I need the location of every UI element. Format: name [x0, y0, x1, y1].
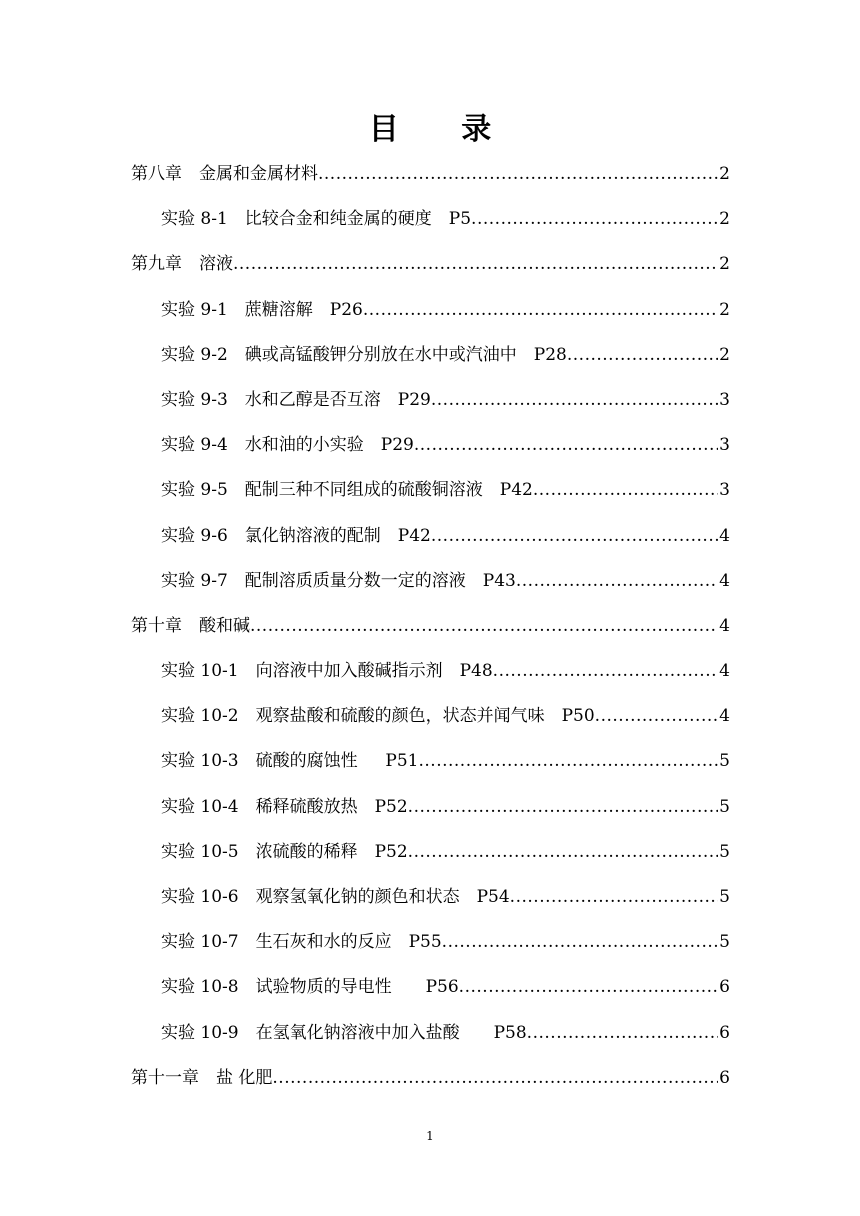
toc-leader-dots	[567, 333, 718, 378]
toc-entry-page: 4	[719, 706, 730, 727]
toc-entry-exp-9-6[interactable]	[131, 514, 730, 559]
toc-entry-label: 实验 9-4 水和油的小实验 P29	[161, 435, 414, 456]
toc-entry-label: 实验 10-3 硫酸的腐蚀性 P51	[161, 751, 419, 772]
toc-entry-chapter-9[interactable]	[131, 242, 730, 287]
toc-entry-page: 2	[719, 209, 730, 230]
toc-entry-label: 实验 10-9 在氢氧化钠溶液中加入盐酸 P58	[161, 1022, 527, 1043]
toc-entry-page: 5	[719, 841, 730, 862]
toc-entry-exp-10-4[interactable]	[131, 785, 730, 830]
page-title: 目 录	[368, 112, 518, 147]
toc-leader-dots	[363, 288, 718, 333]
toc-entry-chapter-8[interactable]	[131, 152, 730, 197]
toc-leader-dots	[459, 965, 719, 1010]
toc-entry-exp-10-2[interactable]	[131, 694, 730, 739]
toc-entry-page: 5	[719, 751, 730, 772]
toc-entry-chapter-11[interactable]	[131, 1056, 730, 1101]
toc-entry-label: 实验 9-7 配制溶质质量分数一定的溶液 P43	[161, 570, 516, 591]
toc-entry-exp-8-1[interactable]	[131, 197, 730, 242]
toc-entry-page: 3	[719, 480, 730, 501]
toc-entry-exp-9-3[interactable]	[131, 378, 730, 423]
toc-entry-exp-10-6[interactable]	[131, 875, 730, 920]
toc-leader-dots	[431, 378, 718, 423]
toc-entry-page: 4	[719, 570, 730, 591]
toc-leader-dots	[471, 197, 718, 242]
toc-leader-dots	[250, 604, 718, 649]
toc-entry-exp-10-1[interactable]	[131, 649, 730, 694]
toc-entry-exp-9-4[interactable]	[131, 423, 730, 468]
toc-entry-exp-10-7[interactable]	[131, 920, 730, 965]
toc-leader-dots	[493, 649, 719, 694]
toc-entry-page: 5	[719, 887, 730, 907]
toc-leader-dots	[510, 875, 719, 920]
toc-entry-label: 实验 9-6 氯化钠溶液的配制 P42	[161, 525, 431, 546]
toc-entry-label: 实验 10-6 观察氢氧化钠的颜色和状态 P54	[161, 887, 510, 907]
toc-entry-page: 5	[719, 932, 730, 953]
toc-entry-page: 6	[719, 1067, 730, 1088]
toc-entry-page: 6	[719, 1022, 730, 1043]
toc-entry-label: 实验 10-8 试验物质的导电性 P56	[161, 977, 459, 998]
page-number: 1	[426, 1129, 434, 1143]
toc-entry-label: 实验 10-7 生石灰和水的反应 P55	[161, 932, 442, 953]
toc-leader-dots	[431, 514, 718, 559]
toc-entry-label: 实验 10-1 向溶液中加入酸碱指示剂 P48	[161, 661, 493, 682]
toc-leader-dots	[272, 1056, 718, 1101]
toc-entry-page: 4	[719, 525, 730, 546]
toc-entry-label: 实验 9-5 配制三种不同组成的硫酸铜溶液 P42	[161, 480, 533, 501]
toc-entry-label: 第十一章 盐 化肥	[131, 1067, 273, 1088]
toc-entry-page: 2	[719, 344, 730, 365]
toc-leader-dots	[595, 694, 719, 739]
toc-entry-exp-9-2[interactable]	[131, 333, 730, 378]
toc-leader-dots	[533, 468, 718, 513]
toc-entry-exp-10-9[interactable]	[131, 1011, 730, 1056]
toc-leader-dots	[233, 242, 718, 287]
toc-leader-dots	[442, 920, 719, 965]
toc-entry-label: 实验 10-5 浓硫酸的稀释 P52	[161, 841, 408, 862]
toc-entry-page: 2	[719, 164, 730, 184]
toc-entry-label: 实验 9-3 水和乙醇是否互溶 P29	[161, 389, 431, 410]
toc-entry-exp-10-5[interactable]	[131, 830, 730, 875]
toc-entry-label: 实验 10-4 稀释硫酸放热 P52	[161, 796, 408, 817]
toc-entry-exp-9-5[interactable]	[131, 468, 730, 513]
toc-entry-label: 实验 10-2 观察盐酸和硫酸的颜色，状态并闻气味 P50	[161, 706, 595, 727]
toc-leader-dots	[527, 1011, 719, 1056]
toc-leader-dots	[408, 830, 719, 875]
toc-leader-dots	[418, 739, 718, 784]
toc-entry-chapter-10[interactable]	[131, 604, 730, 649]
table-of-contents	[131, 152, 730, 1101]
toc-entry-page: 2	[719, 254, 730, 275]
toc-leader-dots	[414, 423, 718, 468]
toc-entry-label: 第八章 金属和金属材料	[131, 164, 318, 184]
toc-entry-page: 6	[719, 977, 730, 998]
toc-entry-page: 4	[719, 615, 730, 636]
toc-entry-exp-10-3[interactable]	[131, 739, 730, 784]
toc-entry-label: 第十章 酸和碱	[131, 615, 250, 636]
toc-entry-exp-9-7[interactable]	[131, 559, 730, 604]
toc-entry-page: 4	[719, 661, 730, 682]
toc-entry-label: 第九章 溶液	[131, 254, 233, 275]
toc-leader-dots	[318, 152, 718, 197]
toc-leader-dots	[408, 785, 719, 830]
toc-entry-page: 3	[719, 389, 730, 410]
toc-entry-label: 实验 8-1 比较合金和纯金属的硬度 P5	[161, 209, 472, 230]
toc-entry-page: 5	[719, 796, 730, 817]
toc-entry-exp-9-1[interactable]	[131, 288, 730, 333]
toc-entry-page: 3	[719, 435, 730, 456]
toc-entry-exp-10-8[interactable]	[131, 965, 730, 1010]
toc-entry-label: 实验 9-2 碘或高锰酸钾分别放在水中或汽油中 P28	[161, 344, 567, 365]
toc-entry-page: 2	[719, 299, 730, 320]
toc-leader-dots	[516, 559, 718, 604]
toc-entry-label: 实验 9-1 蔗糖溶解 P26	[161, 299, 363, 320]
